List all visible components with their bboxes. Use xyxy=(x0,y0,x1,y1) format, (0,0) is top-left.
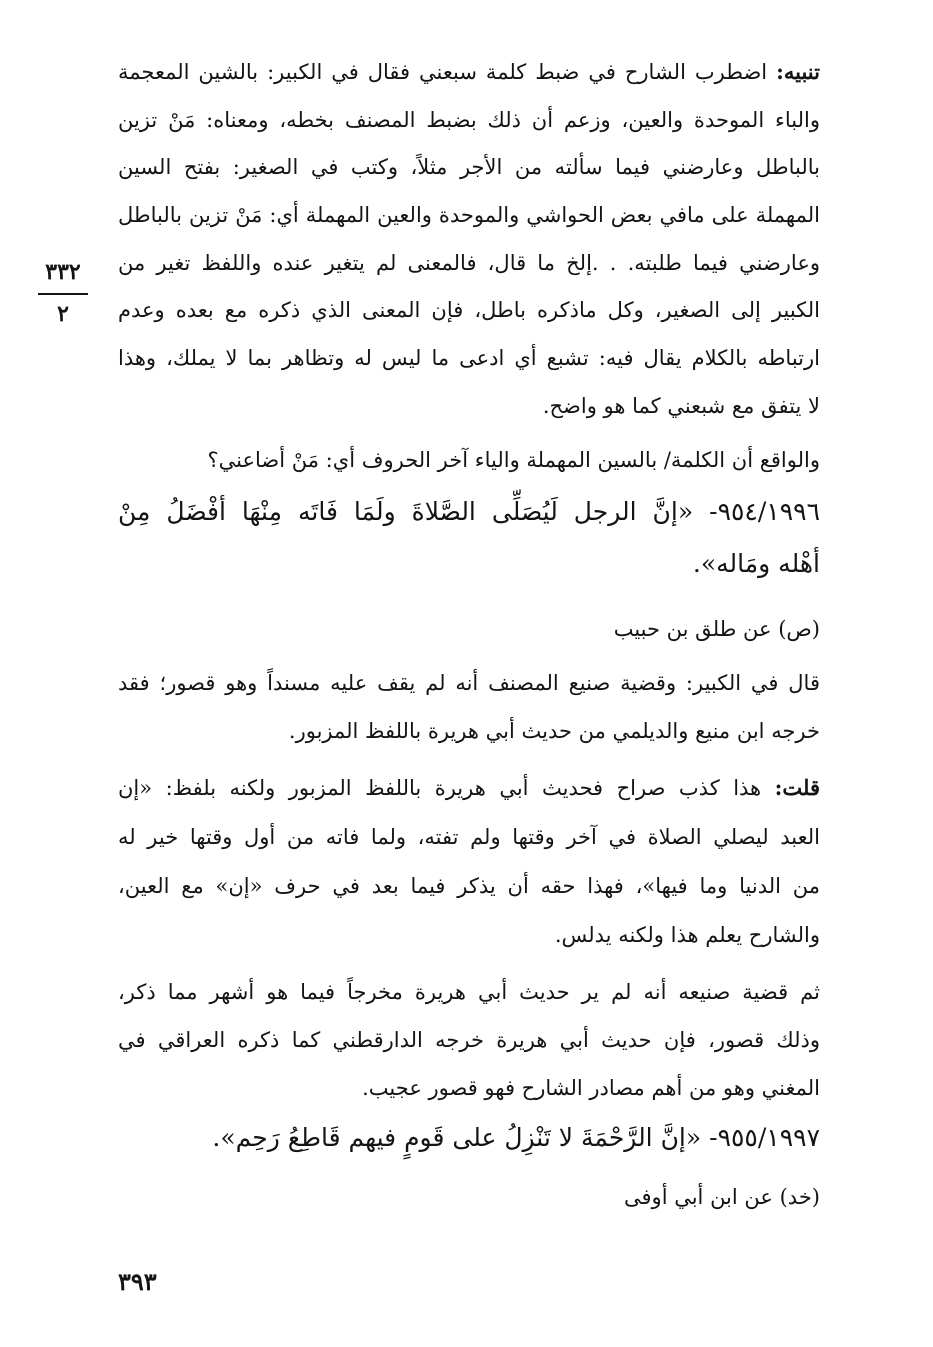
text-line: من الدنيا وما فيها»، فهذا حقه أن يذكر فيما بعد في حرف «إن» مع العين، xyxy=(118,874,820,898)
page-number: ٣٩٣ xyxy=(118,1267,157,1296)
text-line: قال في الكبير: وقضية صنيع المصنف أنه لم يقف عليه مسنداً وهو قصور؛ فقد xyxy=(118,671,820,695)
text-line: وعارضني فيما طلبته. . .إلخ ما قال، فالمعنى لم يتغير عنده واللفظ تغير من xyxy=(118,251,820,275)
text-line: المهملة على مافي بعض الحواشي والموحدة والعين المهملة أي: مَنْ تزين بالباطل xyxy=(118,203,820,227)
note-label: قلت: xyxy=(774,775,820,800)
hadith-source: (خد) عن ابن أبي أوفى xyxy=(624,1185,820,1209)
text-line: الكبير إلى الصغير، وكل ماذكره باطل، فإن المعنى الذي ذكره مع بعده وعدم xyxy=(118,298,820,322)
text-line: لا يتفق مع شبعني كما هو واضح. xyxy=(542,394,820,418)
text-line: والباء الموحدة والعين، وزعم أن ذلك بضبط المصنف بخطه، ومعناه: مَنْ تزين xyxy=(118,108,820,132)
text-line: المغني وهو من أهم مصادر الشارح فهو قصور عجيب. xyxy=(362,1076,820,1100)
margin-divider xyxy=(38,293,88,295)
margin-volume-ref: ٣٣٢ xyxy=(45,259,81,285)
hadith-source: (ص) عن طلق بن حبيب xyxy=(613,617,820,641)
text-line: والشارح يعلم هذا ولكنه يدلس. xyxy=(554,923,820,947)
text-line: قلت: هذا كذب صراح فحديث أبي هريرة باللفظ المزبور ولكنه بلفظ: «إن xyxy=(118,775,820,800)
text-line: بالباطل وعارضني فيما سألته من الأجر مثلاً، وكتب في الصغير: بفتح السين xyxy=(118,155,820,179)
text-line: العبد ليصلي الصلاة في آخر وقتها ولم تفته، ولما فاته من أول وقتها خير له xyxy=(118,825,820,849)
text-line: تنبيه: اضطرب الشارح في ضبط كلمة سبعني فقال في الكبير: بالشين المعجمة xyxy=(118,59,820,84)
text-line: ارتباطه بالكلام يقال فيه: تشبع أي ادعى ما ليس له وتظاهر بما لا يملك، وهذا xyxy=(118,346,820,370)
text-line: ثم قضية صنيعه أنه لم ير حديث أبي هريرة مخرجاً فيما هو أشهر مما ذكر، xyxy=(118,980,820,1004)
hadith-text: أهْله ومَاله». xyxy=(692,549,820,578)
hadith-text: ٩٥٤/١٩٩٦- «إنَّ الرجل لَيُصَلِّى الصَّلاةَ ولَمَا فَاتَه مِنْهَا أفْضَلُ مِنْ xyxy=(118,497,820,526)
text-line: والواقع أن الكلمة/ بالسين المهملة والياء آخر الحروف أي: مَنْ أضاعني؟ xyxy=(207,448,820,472)
hadith-text: ٩٥٥/١٩٩٧- «إنَّ الرَّحْمَةَ لا تَنْزِلُ على قَومٍ فيهم قَاطِعُ رَحِم». xyxy=(212,1123,820,1152)
margin-part-ref: ٢ xyxy=(57,301,69,327)
text-line: خرجه ابن منيع والديلمي من حديث أبي هريرة باللفظ المزبور. xyxy=(288,719,820,743)
note-label: تنبيه: xyxy=(776,59,820,84)
text-line: وذلك قصور، فإن حديث أبي هريرة خرجه الدارقطني كما ذكره العراقي في xyxy=(118,1028,820,1052)
